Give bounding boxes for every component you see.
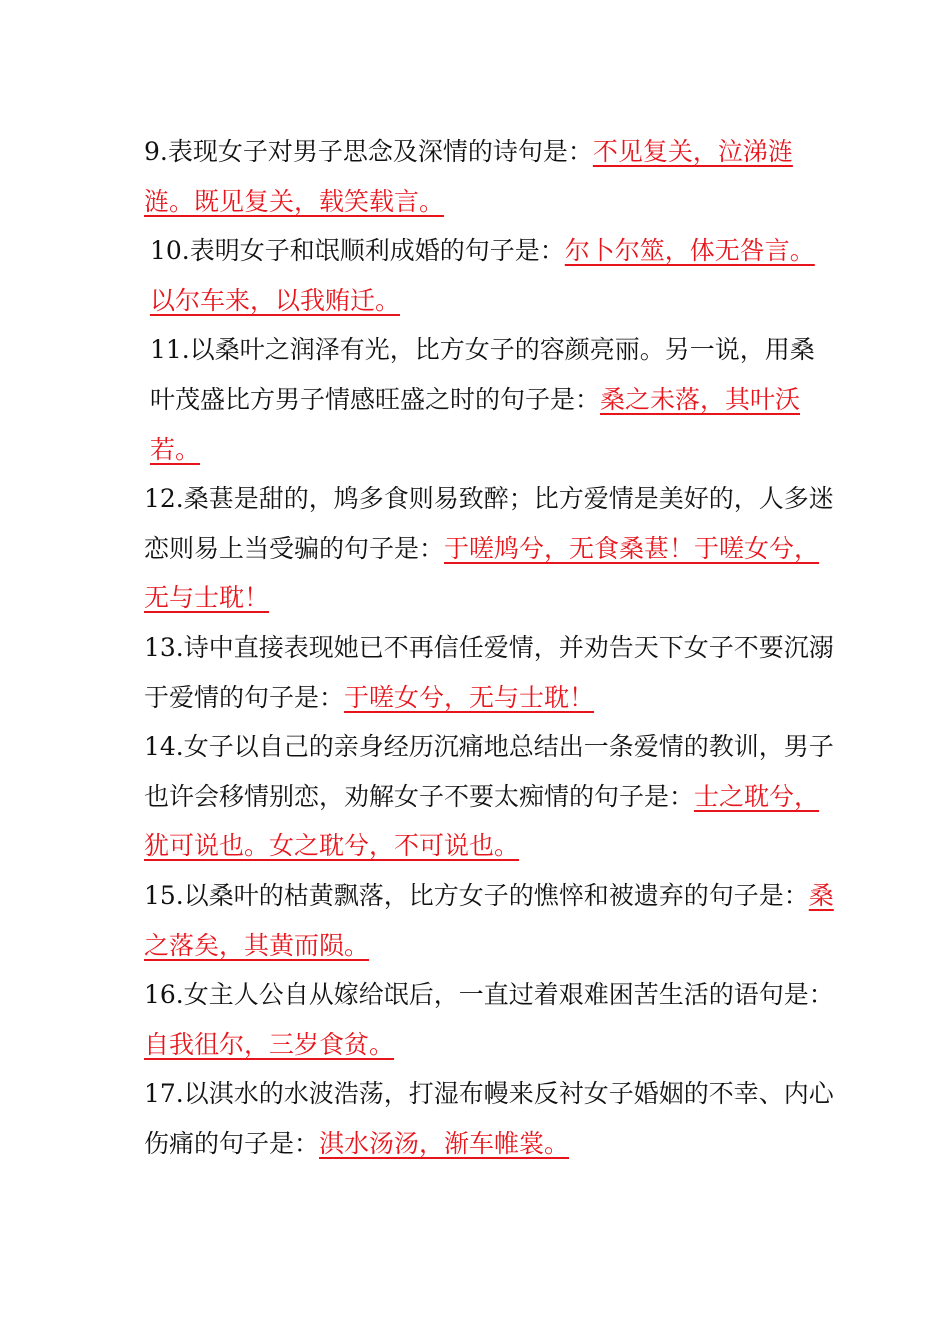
question-item-10 (144, 226, 834, 325)
question-item-9 (144, 127, 834, 226)
question-item-17 (144, 1069, 834, 1168)
document-page (144, 127, 834, 1168)
answer-text: 不见复关，泣涕涟涟。既见复关，载笑载言。 (144, 137, 793, 216)
question-item-14 (144, 722, 834, 871)
question-item-12 (144, 474, 834, 623)
answer-text: 桑之未落，其叶沃若。 (150, 384, 801, 464)
question-text: 10.表明女子和氓顺利成婚的句子是： (150, 236, 565, 266)
answer-text: 于嗟女兮，无与士耽！ (344, 682, 595, 712)
question-item-11 (144, 325, 834, 474)
answer-text: 自我徂尔，三岁食贫。 (144, 1029, 395, 1059)
question-item-13 (144, 623, 834, 722)
answer-text: 桑之落矣，其黄而陨。 (144, 880, 834, 960)
question-text: 16.女主人公自从嫁给氓后，一直过着艰难困苦生活的语句是： (144, 980, 834, 1010)
question-text: 12.桑葚是甜的，鸠多食则易致醉；比方爱情是美好的，人多迷恋则易上当受骗的句子是： (144, 484, 834, 563)
question-text: 13.诗中直接表现她已不再信任爱情，并劝告天下女子不要沉溺于爱情的句子是： (144, 632, 834, 712)
question-text: 11.以桑叶之润泽有光，比方女子的容颜亮丽。另一说，用桑叶茂盛比方男子情感旺盛之时的句子是： (150, 335, 815, 414)
question-text: 9.表现女子对男子思念及深情的诗句是： (144, 137, 593, 166)
question-text: 15.以桑叶的枯黄飘落，比方女子的憔悴和被遗弃的句子是： (144, 880, 809, 910)
answer-text: 淇水汤汤，渐车帷裳。 (319, 1128, 570, 1158)
question-text: 14.女子以自己的亲身经历沉痛地总结出一条爱情的教训，男子也许会移情别恋，劝解女子不要太痴情的句子是： (144, 732, 834, 811)
question-item-15 (144, 871, 834, 970)
question-text: 17.以淇水的水波浩荡，打湿布幔来反衬女子婚姻的不幸、内心伤痛的句子是： (144, 1079, 834, 1158)
answer-text: 士之耽兮，犹可说也。女之耽兮，不可说也。 (144, 781, 820, 861)
question-item-16 (144, 970, 834, 1069)
answer-text: 于嗟鸠兮，无食桑葚！于嗟女兮，无与士耽！ (144, 533, 820, 613)
answer-text: 尔卜尔筮，体无咎言。以尔车来，以我贿迁。 (150, 236, 815, 315)
